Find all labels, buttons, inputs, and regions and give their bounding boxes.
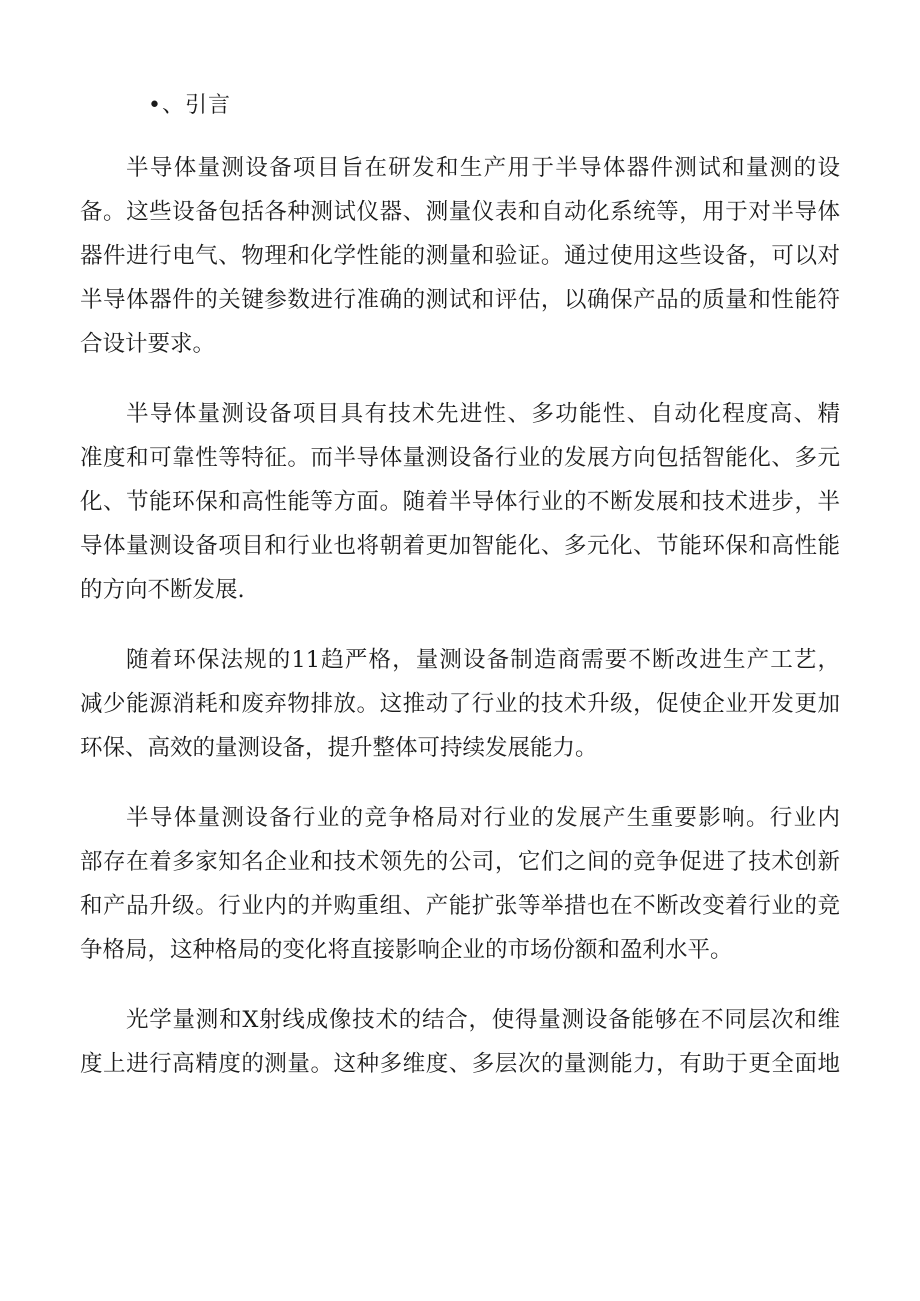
paragraph-line: 减少能源消耗和废弃物排放。这推动了行业的技术升级，促使企业开发更加 <box>80 691 840 717</box>
document-body <box>80 146 840 1112</box>
paragraph-line: 的方向不断发展. <box>80 577 245 603</box>
paragraph-5 <box>80 998 840 1086</box>
paragraph-line: 半导体器件的关键参数进行准确的测试和评估，以确保产品的质量和性能符 <box>80 287 840 313</box>
paragraph-line: 部存在着多家知名企业和技术领先的公司，它们之间的竞争促进了技术创新 <box>80 849 840 875</box>
paragraph-line: 度上进行高精度的测量。这种多维度、多层次的量测能力，有助于更全面地 <box>80 1051 840 1077</box>
paragraph-2 <box>80 392 840 612</box>
paragraph-line: 半导体量测设备行业的竞争格局对行业的发展产生重要影响。行业内 <box>126 805 840 831</box>
paragraph-line: 准度和可靠性等特征。而半导体量测设备行业的发展方向包括智能化、多元 <box>80 445 840 471</box>
paragraph-line: 半导体量测设备项目旨在研发和生产用于半导体器件测试和量测的设 <box>126 155 840 181</box>
paragraph-line: 化、节能环保和高性能等方面。随着半导体行业的不断发展和技术进步，半 <box>80 489 840 515</box>
paragraph-4 <box>80 796 840 972</box>
section-heading: •、引言 <box>148 93 231 118</box>
paragraph-line: 器件进行电气、物理和化学性能的测量和验证。通过使用这些设备，可以对 <box>80 243 840 269</box>
paragraph-line: 合设计要求。 <box>80 331 216 357</box>
paragraph-line: 半导体量测设备项目具有技术先进性、多功能性、自动化程度高、精 <box>126 401 840 427</box>
paragraph-line: 导体量测设备项目和行业也将朝着更加智能化、多元化、节能环保和高性能 <box>80 533 840 559</box>
paragraph-line: 备。这些设备包括各种测试仪器、测量仪表和自动化系统等，用于对半导体 <box>80 199 840 225</box>
paragraph-line: 光学量测和X射线成像技术的结合，使得量测设备能够在不同层次和维 <box>126 1007 840 1033</box>
paragraph-3 <box>80 638 840 770</box>
paragraph-line: 随着环保法规的11趋严格，量测设备制造商需要不断改进生产工艺， <box>126 647 840 673</box>
paragraph-line: 争格局，这种格局的变化将直接影响企业的市场份额和盈利水平。 <box>80 937 733 963</box>
paragraph-line: 和产品升级。行业内的并购重组、产能扩张等举措也在不断改变着行业的竞 <box>80 893 840 919</box>
paragraph-1 <box>80 146 840 366</box>
paragraph-line: 环保、高效的量测设备，提升整体可持续发展能力。 <box>80 735 598 761</box>
